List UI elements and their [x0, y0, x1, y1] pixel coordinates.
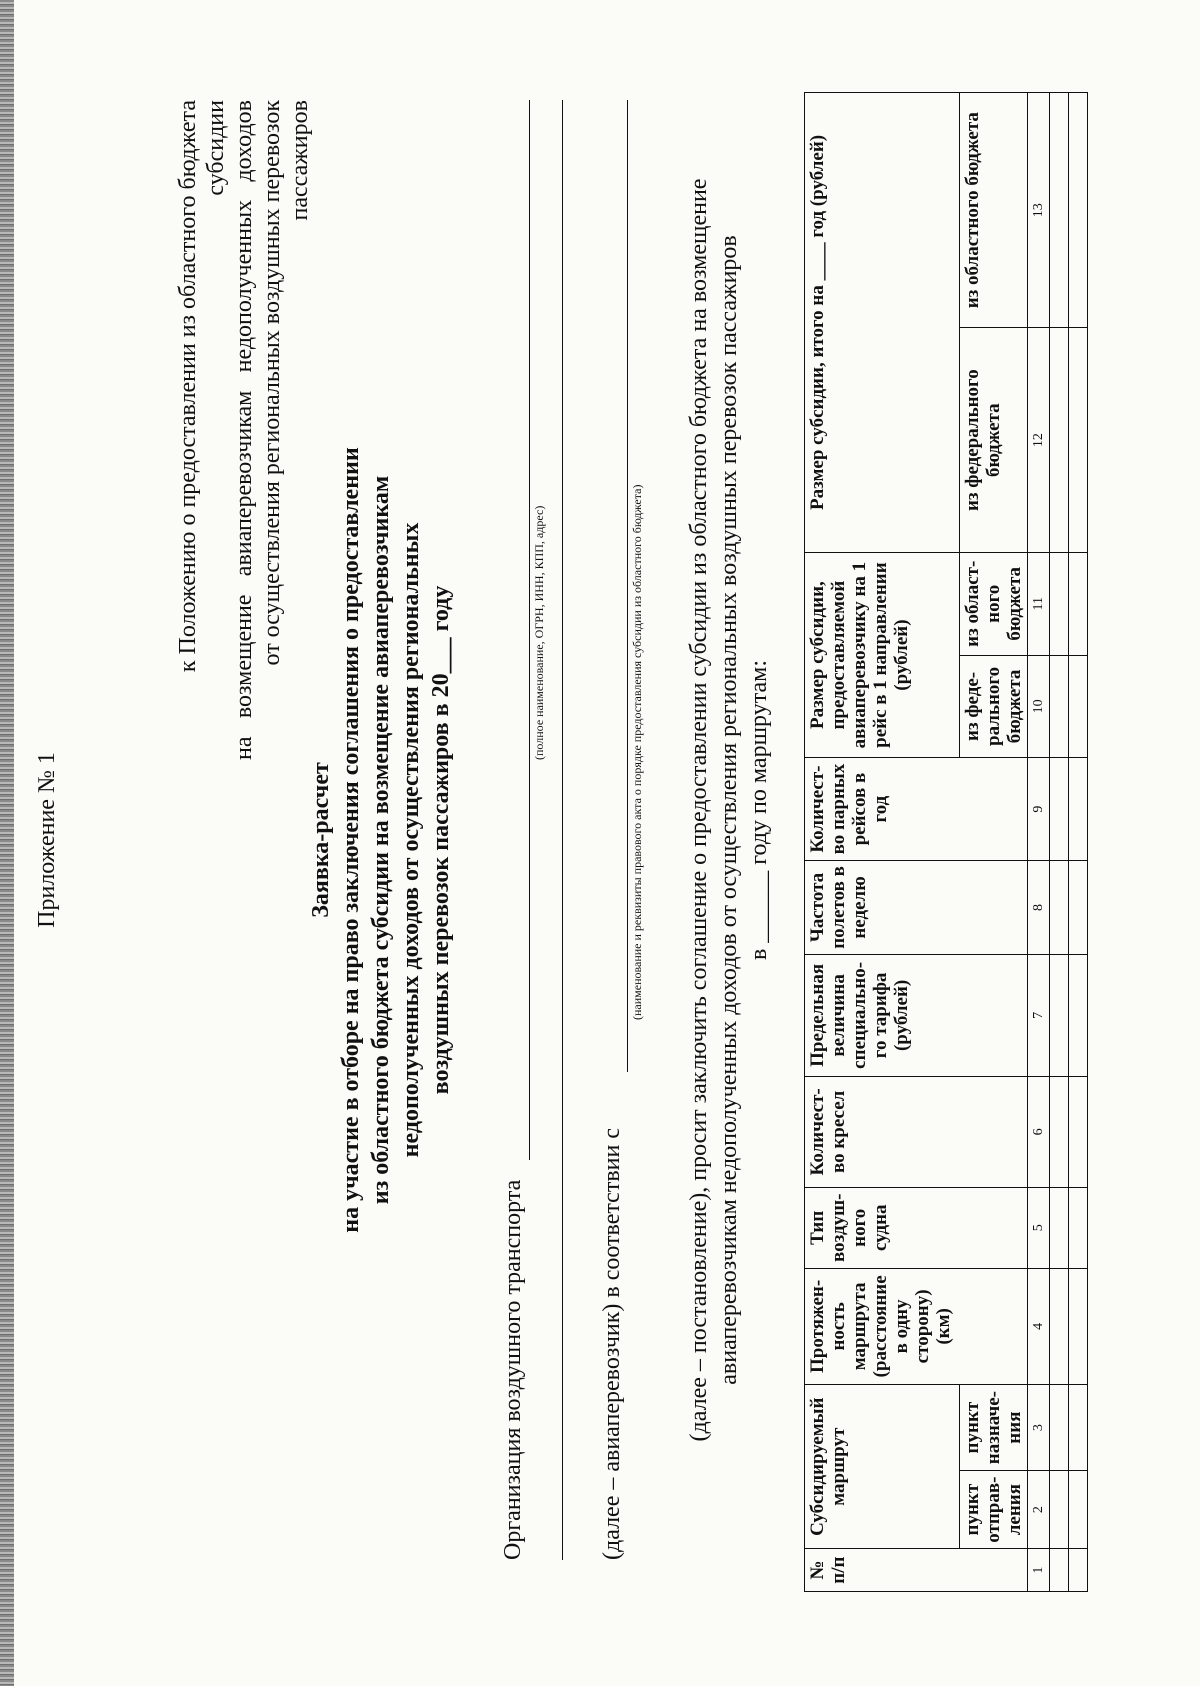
col-number: 7: [1028, 955, 1050, 1077]
col-number: 4: [1028, 1268, 1050, 1385]
org-fill-line-2[interactable]: [562, 100, 563, 1560]
org-fill-line[interactable]: [529, 100, 530, 1160]
table-header-row: [805, 93, 960, 1592]
paragraph-line: авиаперевозчикам недополученных доходов от осуществления региональных воздушных перевозок пассажиров: [716, 235, 742, 1385]
col-number: 11: [1028, 552, 1050, 655]
carrier-text: (далее – авиаперевозчик) в соответствии с: [599, 1128, 625, 1560]
table-cell[interactable]: [1069, 1268, 1088, 1385]
col-number: 1: [1028, 1549, 1050, 1592]
table-cell[interactable]: [1069, 93, 1088, 328]
title-heading: Заявка-расчет: [308, 762, 334, 918]
routes-table: [804, 92, 1088, 1592]
paragraph-line: (далее – постановление), просит заключить соглашение о предоставлении субсидии из областного бюджета на возмещение: [686, 178, 712, 1442]
table-cell[interactable]: [1069, 758, 1088, 861]
title-line: на участие в отборе на право заключения соглашения о предоставлении: [338, 447, 364, 1233]
annex-line: к Положению о предоставлении из областного бюджета субсидии: [175, 100, 229, 673]
col-number: 9: [1028, 758, 1050, 861]
title-line: из областного бюджета субсидии на возмещение авиаперевозчикам: [368, 475, 394, 1205]
header-length: Протяжен-ность маршрута (расстояние в одну сторону) (км): [805, 1268, 1028, 1385]
document-title: [306, 20, 456, 1660]
org-label: Организация воздушного транспорта: [500, 1179, 526, 1560]
annex-title: Приложение № 1: [34, 752, 60, 928]
subheader-from: пункт отправ-ления: [960, 1471, 1028, 1549]
rotated-content: [14, 20, 1200, 1660]
table-cell[interactable]: [1050, 655, 1069, 758]
org-hint: (полное наименование, ОГРН, ИНН, КПП, адрес): [532, 505, 546, 760]
table-cell[interactable]: [1050, 758, 1069, 861]
col-number: 3: [1028, 1385, 1050, 1471]
table-cell[interactable]: [1050, 1268, 1069, 1385]
table-cell[interactable]: [1050, 328, 1069, 553]
table-cell[interactable]: [1050, 552, 1069, 655]
table-cell[interactable]: [1069, 552, 1088, 655]
subheader-regional-total: из областного бюджета: [960, 93, 1028, 328]
request-paragraph: [684, 60, 774, 1560]
header-frequency: Частота полетов в неделю: [805, 860, 1028, 954]
header-seats: Количест-во кресел: [805, 1076, 1028, 1187]
table-cell[interactable]: [1050, 1187, 1069, 1268]
table-cell[interactable]: [1069, 860, 1088, 954]
table-cell[interactable]: [1050, 1076, 1069, 1187]
col-number: 2: [1028, 1471, 1050, 1549]
table-cell[interactable]: [1069, 1549, 1088, 1592]
table-cell[interactable]: [1050, 1385, 1069, 1471]
title-line: воздушных перевозок пассажиров в 20___ году: [428, 585, 454, 1095]
table-cell[interactable]: [1069, 328, 1088, 553]
header-subsidy-total: Размер субсидии, итого на ____ год (рублей): [805, 93, 960, 553]
col-number: 8: [1028, 860, 1050, 954]
carrier-fill-line[interactable]: [627, 100, 628, 1072]
header-num: № п/п: [805, 1549, 1028, 1592]
subheader-federal: из феде-рального бюджета: [960, 655, 1028, 758]
header-subsidy-per-flight: Размер субсидии, предоставляемой авиаперевозчику на 1 рейс в 1 направлении (рублей): [805, 552, 960, 757]
document-page: [14, 0, 1200, 1686]
subheader-regional: из област-ного бюджета: [960, 552, 1028, 655]
table-cell[interactable]: [1050, 1549, 1069, 1592]
table-cell[interactable]: [1050, 860, 1069, 954]
col-number: 6: [1028, 1076, 1050, 1187]
table-cell[interactable]: [1069, 1385, 1088, 1471]
carrier-hint: (наименование и реквизиты правового акта о порядке предоставления субсидии из областного бюджета): [630, 484, 644, 1020]
col-number: 12: [1028, 328, 1050, 553]
table-cell[interactable]: [1069, 1471, 1088, 1549]
title-line: недополученных доходов от осуществления региональных: [398, 522, 424, 1158]
subheader-federal-total: из федерального бюджета: [960, 328, 1028, 553]
table-cell[interactable]: [1050, 955, 1069, 1077]
col-number: 13: [1028, 93, 1050, 328]
header-tariff: Предельная величина специально-го тарифа (рублей): [805, 955, 1028, 1077]
header-aircraft-type: Тип воздуш-ного судна: [805, 1187, 1028, 1268]
col-number: 10: [1028, 655, 1050, 758]
table-row: [1069, 93, 1088, 1592]
table-cell[interactable]: [1069, 1187, 1088, 1268]
header-pair-flights: Количест-во парных рейсов в год: [805, 758, 1028, 861]
annex-line: на возмещение авиаперевозчикам недополученных доходов: [231, 100, 257, 760]
header-route: Субсидируемый маршрут: [805, 1385, 960, 1549]
table-row: [1050, 93, 1069, 1592]
table-cell[interactable]: [1069, 955, 1088, 1077]
table-cell[interactable]: [1069, 1076, 1088, 1187]
annex-reference: [174, 100, 314, 760]
paragraph-line: в ______ году по маршрутам:: [746, 659, 772, 961]
table-cell[interactable]: [1069, 655, 1088, 758]
col-number: 5: [1028, 1187, 1050, 1268]
table-number-row: [1028, 93, 1050, 1592]
table-cell[interactable]: [1050, 93, 1069, 328]
annex-line: от осуществления региональных воздушных перевозок пассажиров: [259, 100, 313, 666]
table-cell[interactable]: [1050, 1471, 1069, 1549]
subheader-to: пункт назначе-ния: [960, 1385, 1028, 1471]
